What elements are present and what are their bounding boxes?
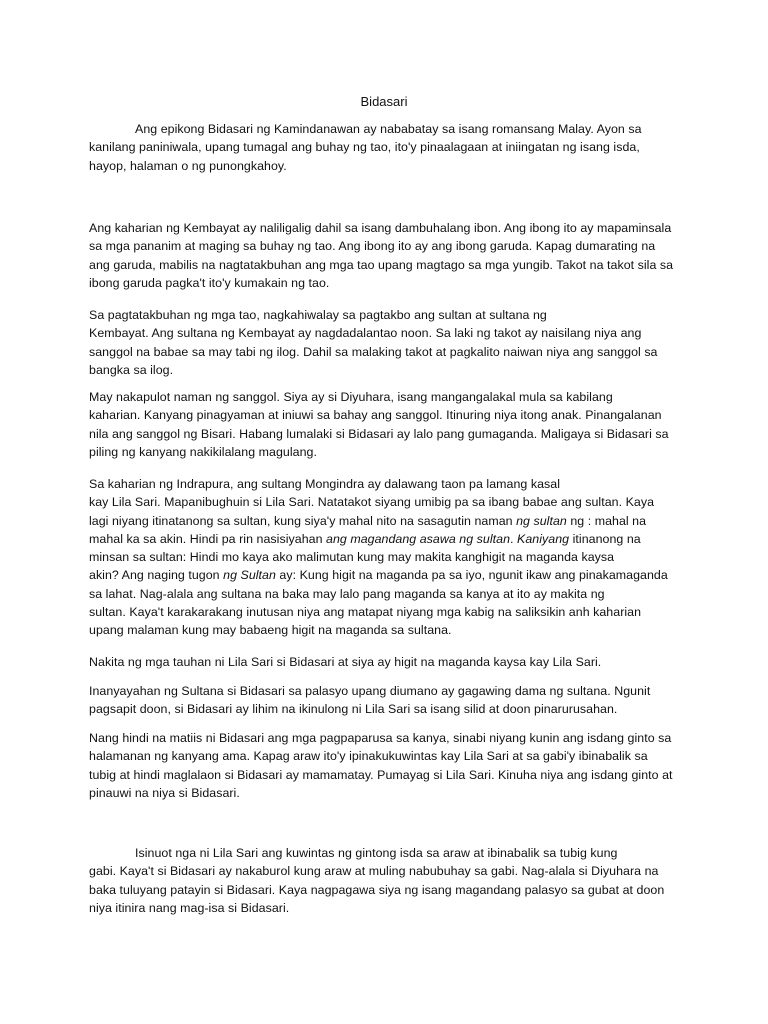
text-line: Sa pagtatakbuhan ng mga tao, nagkahiwalay sa pagtakbo ang sultan at sultana ng <box>89 308 547 322</box>
text-span: lagi niyang itinatanong sa sultan, kung siya'y mahal nito na sasagutin naman <box>89 513 517 528</box>
text-span: itinanong na <box>569 531 641 546</box>
text-line: gabi. Kaya't si Bidasari ay nakaburol kung araw at muling nabubuhay sa gabi. Nag-alala si Diyuhara na <box>89 864 659 879</box>
text-line: Sa kaharian ng Indrapura, ang sultang Mongindra ay dalawang taon pa lamang kasal <box>89 477 561 491</box>
text-line: sa mga pananim at maging sa buhay ng tao. Ang ibong ito ay ang ibong garuda. Kapag dumarating na <box>89 239 656 254</box>
italic-text: ang magandang asawa ng sultan <box>326 531 511 546</box>
text-span: mahal ka sa akin. Hindi pa rin nasisiyahan <box>89 531 327 546</box>
text-line: piling ng kanyang nakikilalang magulang. <box>89 444 317 459</box>
text-line: Nang hindi na matiis ni Bidasari ang mga pagpaparusa sa kanya, sinabi niyang kunin ang isdang ginto sa <box>89 731 672 745</box>
text-line: sa lahat. Nag-alala ang sultana na baka may lalo pang maganda sa kanya at ito ay makita ng <box>89 586 605 601</box>
text-line: ibong garuda pagka't ito'y kumakain ng tao. <box>89 275 330 290</box>
text-line <box>89 566 677 584</box>
paragraph-6 <box>89 653 677 671</box>
text-line: halamanan ng kanyang ama. Kapag araw ito'y ipinakukuwintas kay Lila Sari at sa gabi'y ibinabalik sa <box>89 749 648 764</box>
text-line: baka tuluyang patayin si Bidasari. Kaya nagpagawa siya ng isang magandang palasyo sa gubat at doon <box>89 882 665 897</box>
paragraph-4 <box>89 388 677 461</box>
text-line: hayop, halaman o ng punongkahoy. <box>89 158 287 173</box>
italic-text: ng Sultan <box>223 568 276 583</box>
text-span: Isinuot nga ni Lila Sari ang kuwintas ng gintong isda sa araw at ibinabalik sa tubig kung <box>135 846 618 860</box>
text-line: Nakita ng mga tauhan ni Lila Sari si Bidasari at siya ay higit na maganda kaysa kay Lila Sari. <box>89 655 602 669</box>
text-line: Inanyayahan ng Sultana si Bidasari sa palasyo upang diumano ay gagawing dama ng sultana. Ngunit <box>89 684 651 698</box>
paragraph-5 <box>89 475 677 640</box>
document-title: Bidasari <box>360 94 408 109</box>
paragraph-2 <box>89 219 677 292</box>
text-line: ang garuda, mabilis na nagtatakbuhan ang mga tao upang magtago sa mga yungib. Takot na takot sila sa <box>89 257 674 272</box>
text-line: tubig at hindi maglalaon si Bidasari ay mamamatay. Pumayag si Lila Sari. Kinuha niya ang isdang ginto at <box>89 767 673 782</box>
text-span: ay: Kung higit na maganda pa sa iyo, ngunit ikaw ang pinakamaganda <box>275 568 668 583</box>
text-line: minsan sa sultan: Hindi mo kaya ako malimutan kung may makita kanghigit na maganda kaysa <box>89 550 615 565</box>
text-line: upang malaman kung may babaeng higit na maganda sa sultana. <box>89 623 452 638</box>
text-line <box>89 512 677 530</box>
text-line <box>89 530 677 548</box>
paragraph-1 <box>89 120 677 175</box>
text-line: bangka sa ilog. <box>89 362 174 377</box>
text-line: kay Lila Sari. Mapanibughuin si Lila Sari. Natatakot siyang umibig pa sa ibang babae ang sultan. Kaya <box>89 495 655 510</box>
text-line: pagsapit doon, si Bidasari ay lihim na ikinulong ni Lila Sari sa isang silid at doon pinarurusahan. <box>89 702 618 717</box>
text-span: akin? Ang naging tugon <box>89 568 224 583</box>
text-line: pinauwi na niya si Bidasari. <box>89 785 240 800</box>
paragraph-8 <box>89 729 677 802</box>
text-line: kanilang paniniwala, upang tumagal ang buhay ng tao, ito'y pinaalagaan at iniingatan ng isang isda, <box>89 140 640 155</box>
paragraph-3 <box>89 306 677 379</box>
text-line: Ang kaharian ng Kembayat ay naliligalig dahil sa isang dambuhalang ibon. Ang ibong ito ay mapaminsala <box>89 221 672 235</box>
text-line: niya itinira nang mag-isa si Bidasari. <box>89 900 290 915</box>
text-line <box>89 120 677 138</box>
text-span: ng : mahal na <box>566 513 647 528</box>
paragraph-7 <box>89 682 677 719</box>
text-line: kaharian. Kanyang pinagyaman at iniuwi sa bahay ang sanggol. Itinuring niya itong anak. Pinangalanan <box>89 408 662 423</box>
text-line: Kembayat. Ang sultana ng Kembayat ay nagdadalantao noon. Sa laki ng takot ay naisilang niya ang <box>89 326 642 341</box>
text-line: sanggol na babae sa may tabi ng ilog. Dahil sa malaking takot at pagkalito naiwan niya ang sanggol sa <box>89 344 658 359</box>
text-span: . <box>510 531 518 546</box>
text-line: May nakapulot naman ng sanggol. Siya ay si Diyuhara, isang mangangalakal mula sa kabilang <box>89 390 613 404</box>
italic-text: Kaniyang <box>517 531 570 546</box>
text-line: nila ang sanggol ng Bisari. Habang lumalaki si Bidasari ay lalo pang gumaganda. Maligaya si Bidasari sa <box>89 426 669 441</box>
text-span: Ang epikong Bidasari ng Kamindanawan ay nababatay sa isang romansang Malay. Ayon sa <box>135 122 642 136</box>
paragraph-9 <box>89 844 677 917</box>
text-line: sultan. Kaya't karakarakang inutusan niya ang matapat niyang mga kabig na saliksikin anh kaharian <box>89 605 642 620</box>
italic-text: ng sultan <box>516 513 567 528</box>
text-line <box>89 844 677 862</box>
